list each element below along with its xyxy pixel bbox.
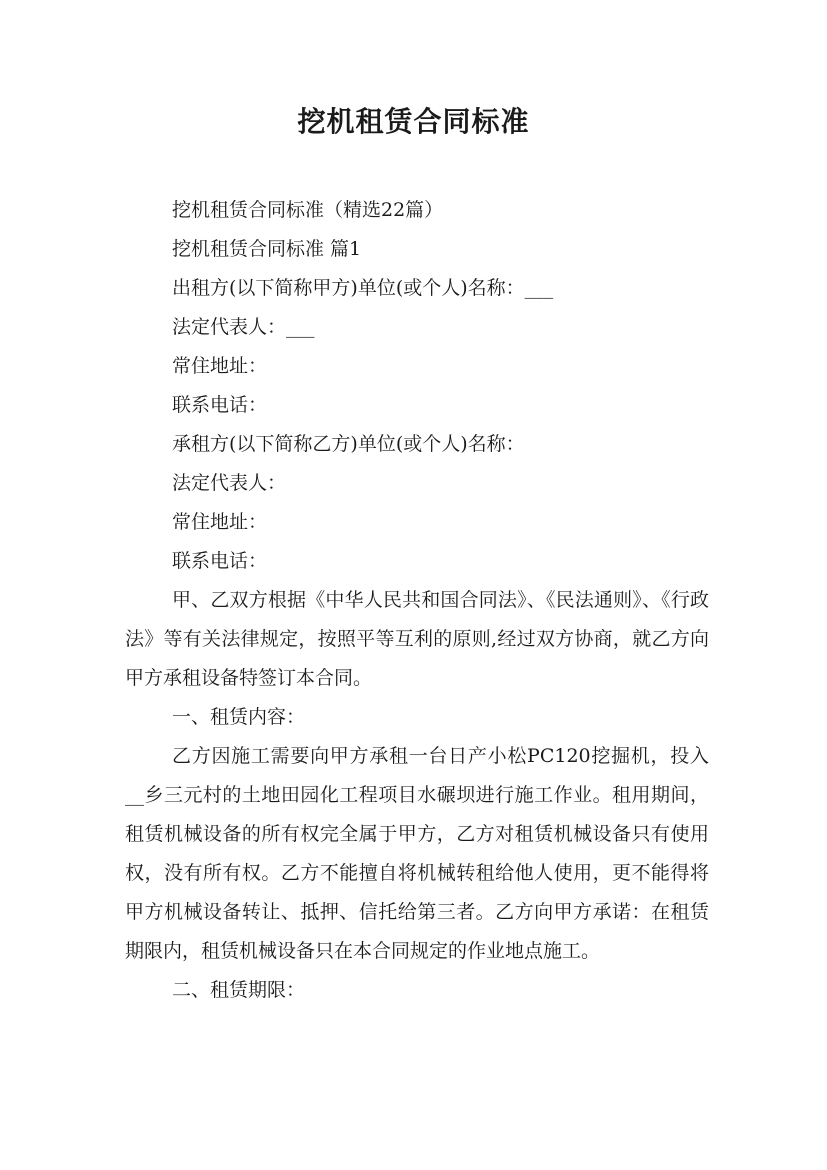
lessee-phone-line: 联系电话： <box>172 550 268 572</box>
lessor-phone-line: 联系电话： <box>172 394 268 416</box>
clause-heading-lease-content: 一、租赁内容： <box>172 706 306 728</box>
lessor-name-line: 出租方(以下简称甲方)单位(或个人)名称：___ <box>172 277 554 299</box>
lessee-name-line: 承租方(以下简称乙方)单位(或个人)名称： <box>172 433 525 455</box>
lease-content-paragraph: 乙方因施工需要向甲方承租一台日产小松PC120挖掘机，投入__乡三元村的土地田园化工程项目水碾坝进行施工作业。租用期间，租赁机械设备的所有权完全属于甲方，乙方对租赁机械设备只有使用权，没有所有权。乙方不能擅自将机械转租给他人使用，更不能得将甲方机械设备转让、抵押、信托给第三者。乙方向甲方承诺：在租赁期限内，租赁机械设备只在本合同规定的作业地点施工。 <box>125 745 709 962</box>
subtitle-line: 挖机租赁合同标准（精选22篇） <box>172 199 444 221</box>
document-title: 挖机租赁合同标准 <box>297 105 530 138</box>
clause-heading-lease-term: 二、租赁期限： <box>172 979 306 1001</box>
lessee-address-line: 常住地址： <box>172 511 268 533</box>
lessor-representative-line: 法定代表人：___ <box>172 316 315 338</box>
section-heading: 挖机租赁合同标准 篇1 <box>172 238 362 260</box>
document-body <box>125 191 709 1010</box>
lessor-address-line: 常住地址： <box>172 355 268 377</box>
lessee-representative-line: 法定代表人： <box>172 472 287 494</box>
preamble-paragraph: 甲、乙双方根据《中华人民共和国合同法》、《民法通则》、《行政法》等有关法律规定，按照平等互利的原则,经过双方协商，就乙方向甲方承租设备特签订本合同。 <box>125 589 709 689</box>
